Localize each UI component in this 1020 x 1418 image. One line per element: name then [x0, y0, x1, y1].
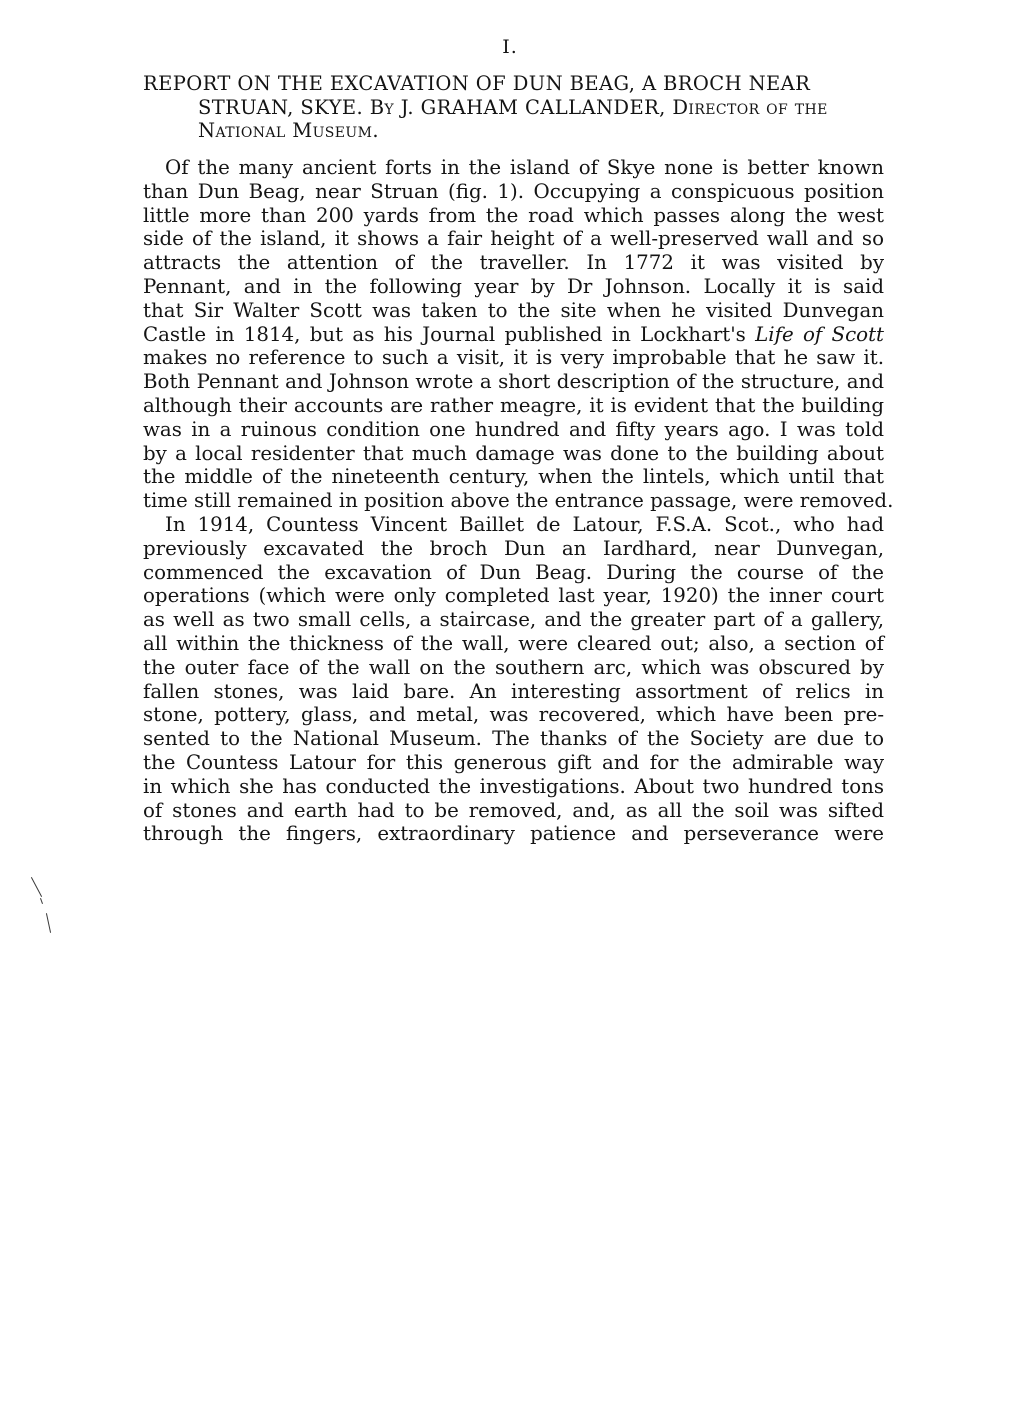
paragraph-line: side of the island, it shows a fair height of a well-preserved wall and so: [143, 227, 884, 251]
paragraph-line: time still remained in position above the entrance passage, were removed.: [143, 489, 894, 513]
paragraph-line: attracts the attention of the traveller. In 1772 it was visited by: [143, 251, 884, 275]
paragraph-line: the Countess Latour for this generous gift and for the admirable way: [143, 750, 884, 774]
book-title-italic: Life of Scott: [755, 322, 884, 346]
paragraph-line: the middle of the nineteenth century, when the lintels, which until that: [143, 465, 884, 489]
article-body: [143, 156, 894, 846]
heading-author: J. GRAHAM CALLANDER,: [400, 95, 666, 119]
paragraph-line: Both Pennant and Johnson wrote a short description of the structure, and: [143, 370, 884, 394]
paragraph-line: all within the thickness of the wall, were cleared out; also, a section of: [143, 631, 884, 655]
paragraph-line: of stones and earth had to be removed, and, as all the soil was sifted: [143, 798, 884, 822]
paragraph-line: fallen stones, was laid bare. An interesting assortment of relics in: [143, 679, 884, 703]
paragraph-line: operations (which were only completed last year, 1920) the inner court: [143, 584, 884, 608]
paragraph-line: Of the many ancient forts in the island of Skye none is better known: [165, 156, 884, 179]
heading-by: By: [369, 95, 395, 119]
paragraph-line: in which she has conducted the investigations. About two hundred tons: [143, 774, 884, 798]
paragraph-line: makes no reference to such a visit, it is very improbable that he saw it.: [143, 346, 884, 370]
heading-line-1: REPORT ON THE EXCAVATION OF DUN BEAG, A BROCH NEAR: [143, 72, 811, 95]
paragraph-line: that Sir Walter Scott was taken to the site when he visited Dunvegan: [143, 298, 884, 322]
scan-mark: [31, 877, 42, 897]
paragraph-line: In 1914, Countess Vincent Baillet de Latour, F.S.A. Scot., who had: [165, 512, 884, 536]
paragraph-line: sented to the National Museum. The thanks of the Society are due to: [143, 727, 884, 751]
paragraph-line: Pennant, and in the following year by Dr Johnson. Locally it is said: [143, 274, 884, 298]
heading-line-3: National Museum.: [198, 119, 379, 142]
heading-author-role: Director of the: [672, 95, 828, 119]
paragraph-line: by a local residenter that much damage was done to the building about: [143, 441, 884, 465]
paragraph-line: than Dun Beag, near Struan (fig. 1). Occupying a conspicuous position: [143, 179, 884, 203]
paragraph-line: stone, pottery, glass, and metal, was recovered, which have been pre-: [143, 703, 884, 727]
paragraph-line: as well as two small cells, a staircase, and the greater part of a gallery,: [143, 608, 884, 632]
paragraph-line: previously excavated the broch Dun an Iardhard, near Dunvegan,: [143, 536, 884, 560]
paragraph-line: was in a ruinous condition one hundred and fifty years ago. I was told: [143, 417, 884, 441]
paragraph-line: commenced the excavation of Dun Beag. During the course of the: [143, 560, 884, 584]
paragraph-line: although their accounts are rather meagre, it is evident that the building: [143, 393, 884, 417]
scan-mark: [46, 913, 51, 933]
heading-line-2: [143, 96, 884, 120]
paragraph-line: little more than 200 yards from the road which passes along the west: [143, 203, 884, 227]
scan-mark: [40, 898, 43, 904]
paragraph-1: [143, 156, 894, 513]
section-number: I.: [502, 36, 518, 58]
heading-place: STRUAN, SKYE.: [198, 95, 364, 119]
paragraph-line-with-italic: [143, 323, 884, 347]
paragraph-line: the outer face of the wall on the southern arc, which was obscured by: [143, 655, 884, 679]
report-heading: [143, 72, 884, 143]
paragraph-2: [143, 513, 884, 846]
paragraph-line: through the fingers, extraordinary patience and perseverance were: [143, 822, 884, 846]
line-text: Castle in 1814, but as his Journal published in Lockhart's: [143, 322, 746, 346]
